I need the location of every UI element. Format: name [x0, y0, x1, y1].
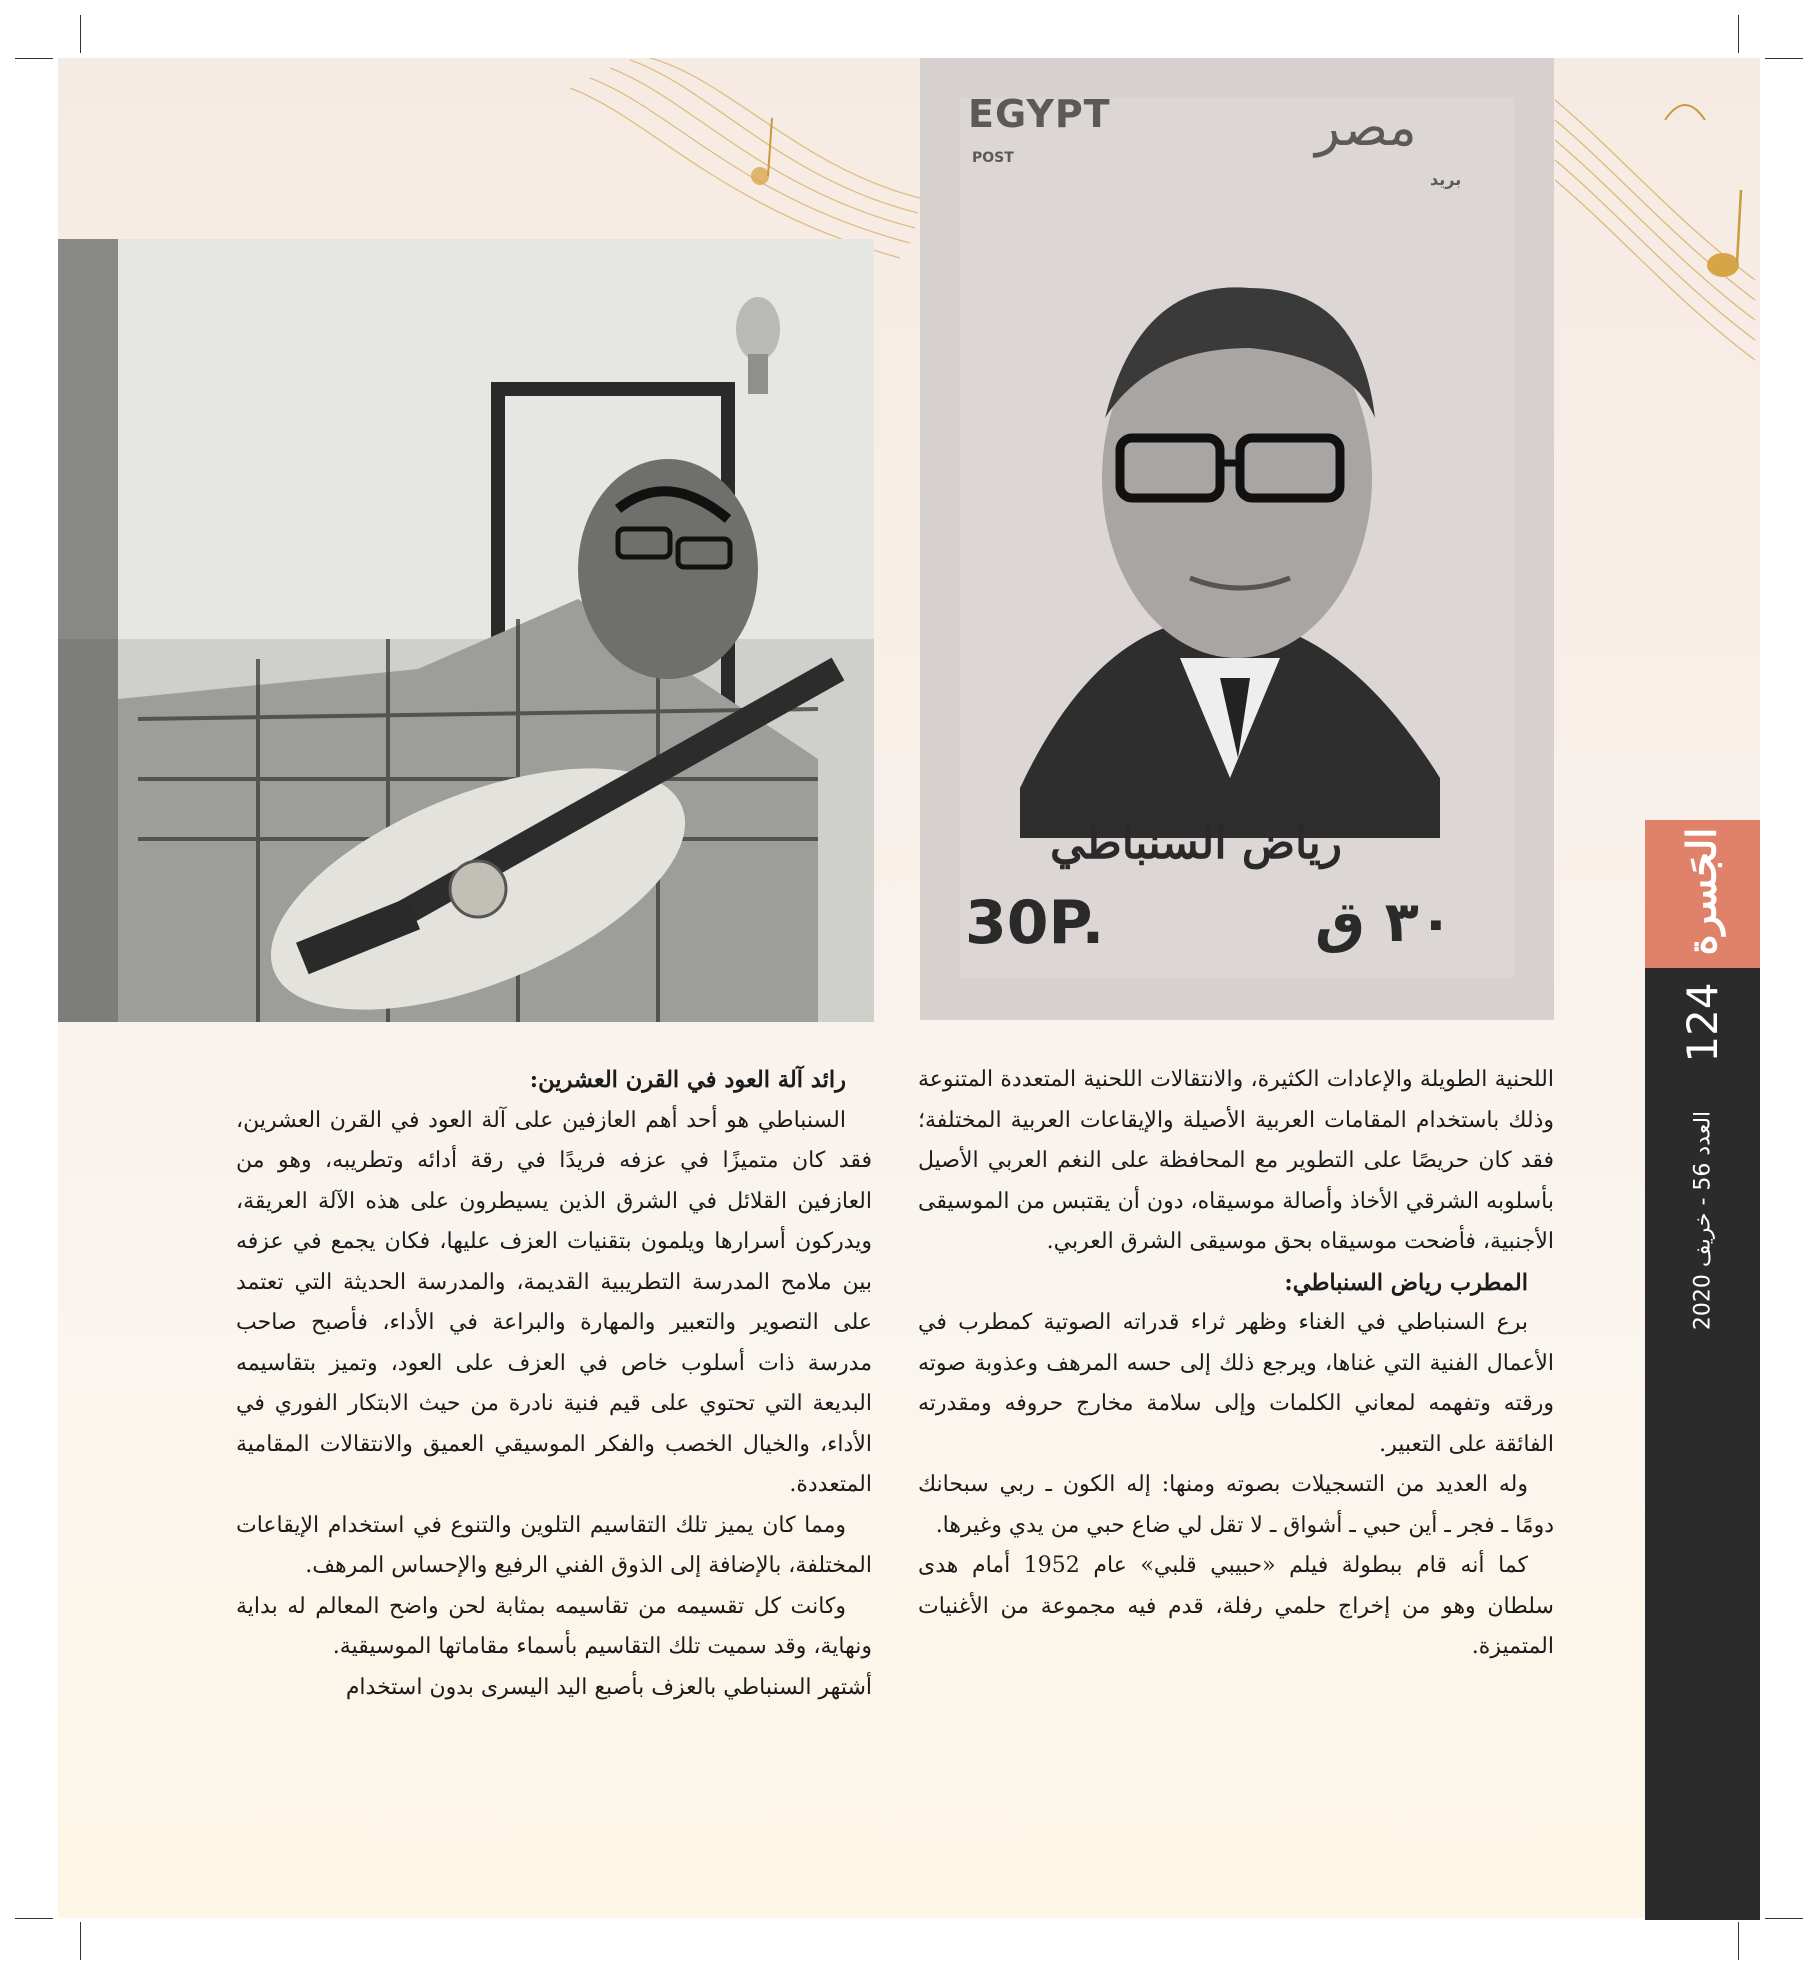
stamp-post-arabic: بريد	[1430, 170, 1462, 189]
paragraph: برع السنباطي في الغناء وظهر ثراء قدراته الصوتية كمطرب في الأعمال الفنية التي غناها، ويرجع ذلك إلى حسه المرهف وعذوبة صوته ورقته وتفهمه لمعاني الكلمات وإلى سلامة مخارج حروفه ومقدرته الفائقة على التعبير.	[918, 1310, 1554, 1457]
page-info-strip	[1645, 968, 1760, 1920]
music-notes-decoration	[1555, 80, 1760, 380]
crop-mark	[15, 58, 53, 59]
stamp-value-arabic: ٣٠ ق	[1315, 890, 1453, 955]
crop-mark	[1765, 1918, 1803, 1919]
crop-mark	[80, 1922, 81, 1960]
postage-stamp	[920, 58, 1554, 1020]
issue-info: العدد 56 - خريف 2020	[1690, 1110, 1716, 1331]
stamp-post: POST	[972, 150, 1014, 166]
crop-mark	[1738, 15, 1739, 53]
section-heading: المطرب رياض السنباطي:	[1284, 1269, 1528, 1296]
paragraph: اللحنية الطويلة والإعادات الكثيرة، والانتقالات اللحنية المتعددة المتنوعة وذلك باستخدام المقامات العربية الأصيلة والإيقاعات العربية المختلفة؛ فقد كان حريصًا على التطوير مع المحافظة على النغم العربي الأصيل بأسلوبه الشرقي الأخاذ وأصالة موسيقاه، دون أن يقتبس من الموسيقى الأجنبية، فأضحت موسيقاه بحق موسيقى الشرق العربي.	[918, 1067, 1554, 1254]
crop-mark	[80, 15, 81, 53]
article-right-column	[918, 1060, 1554, 1668]
paragraph: ومما كان يميز تلك التقاسيم التلوين والتنوع في استخدام الإيقاعات المختلفة، بالإضافة إلى الذوق الفني الرفيع والإحساس المرهف.	[236, 1512, 872, 1578]
crop-mark	[1738, 1922, 1739, 1960]
paragraph: وكانت كل تقسيمه من تقاسيمه بمثابة لحن واضح المعالم له بداية ونهاية، وقد سميت تلك التقاسيم بأسماء مقاماتها الموسيقية.	[236, 1593, 872, 1659]
oud-player-photo	[58, 239, 874, 1022]
article-left-column	[236, 1060, 872, 1708]
section-heading: رائد آلة العود في القرن العشرين:	[529, 1067, 846, 1093]
magazine-logo-text: الجَسرة	[1678, 827, 1726, 956]
paragraph: السنباطي هو أحد أهم العازفين على آلة العود في القرن العشرين، فقد كان متميزًا في عزفه فريدًا في رقة أدائه وتطريبه، وهو من العازفين القلائل في الشرق الذين يسيطرون على هذه الآلة العريقة، ويدركون أسرارها ويلمون بتقنيات العزف عليها، فكان يجمع في عزفه بين ملامح المدرسة التطريبية القديمة، والمدرسة الحديثة التي تعتمد على التصوير والتعبير والمهارة والبراعة في الأداء، فأصبح صاحب مدرسة ذات أسلوب خاص في العزف على العود، وتميز بتقاسيمه البديعة التي تحتوي على قيم فنية نادرة من حيث الابتكار الفوري في الأداء، والخيال الخصب والفكر الموسيقي العميق والانتقالات المقامية المتعددة.	[236, 1107, 872, 1497]
crop-mark	[15, 1918, 53, 1919]
paragraph: أشتهر السنباطي بالعزف بأصبع اليد اليسرى بدون استخدام	[345, 1674, 872, 1700]
oud-player-illustration	[58, 239, 874, 1022]
stamp-country: EGYPT	[968, 92, 1111, 136]
crop-mark	[1765, 58, 1803, 59]
stamp-country-arabic: مصر	[1315, 98, 1417, 158]
paragraph: كما أنه قام ببطولة فيلم «حبيبي قلبي» عام 1952 أمام هدى سلطان وهو من إخراج حلمي رفلة، قدم فيه مجموعة من الأغنيات المتميزة.	[918, 1553, 1554, 1659]
paragraph: وله العديد من التسجيلات بصوته ومنها: إله الكون ـ ربي سبحانك دومًا ـ فجر ـ أين حبي ـ أشواق ـ لا تقل لي ضاع حبي من يدي وغيرها.	[918, 1472, 1554, 1538]
page-number: 124	[1678, 982, 1727, 1063]
stamp-name-arabic: رياض السنباطي	[1050, 818, 1342, 869]
stamp-portrait	[920, 58, 1554, 1020]
stamp-value-english: 30P.	[965, 888, 1105, 958]
magazine-sidebar	[1645, 820, 1760, 1920]
